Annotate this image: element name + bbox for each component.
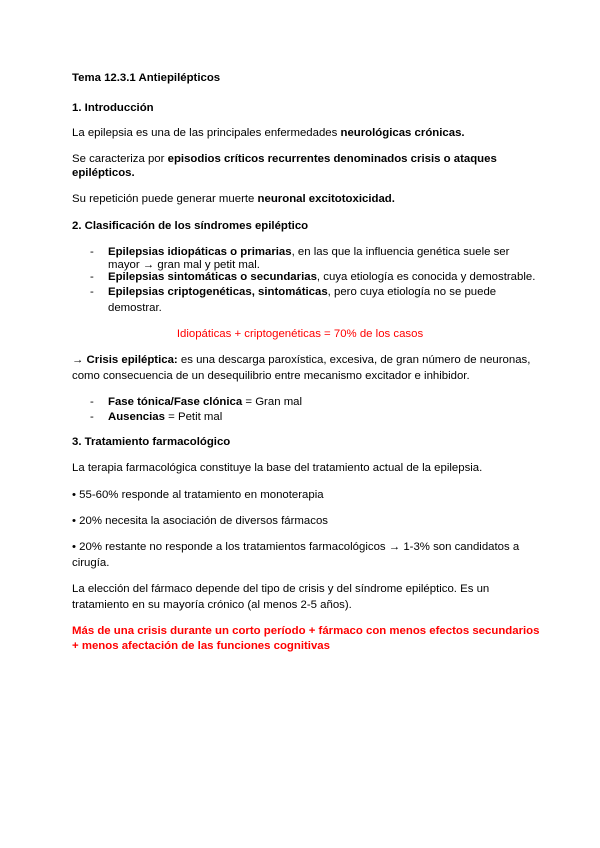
list-bullet: -: [90, 286, 94, 298]
list-bullet: -: [90, 396, 94, 408]
response-bullet-2: • 20% necesita la asociación de diversos fármacos: [72, 515, 328, 527]
intro-paragraph-1: La epilepsia es una de las principales enfermedades neurológicas crónicas.: [72, 127, 465, 139]
crisis-definition: → Crisis epiléptica: es una descarga paroxística, excesiva, de gran número de neuronas,: [72, 354, 531, 366]
doc-title: Tema 12.3.1 Antiepilépticos: [72, 72, 221, 84]
list-item: Fase tónica/Fase clónica = Gran mal: [108, 396, 303, 408]
list-item: Epilepsias idiopáticas o primarias, en las que la influencia genética suele ser: [108, 246, 510, 258]
list-item: Epilepsias criptogenéticas, sintomáticas, pero cuya etiología no se puede: [108, 286, 497, 298]
list-bullet: -: [90, 246, 94, 258]
list-item: Epilepsias sintomáticas o secundarias, cuya etiología es conocida y demostrable.: [108, 271, 536, 283]
therapy-intro: La terapia farmacológica constituye la base del tratamiento actual de la epilepsia.: [72, 462, 483, 474]
list-item-cont: mayor → gran mal y petit mal.: [108, 259, 260, 271]
list-item-cont: demostrar.: [108, 302, 162, 314]
intro-paragraph-3: Su repetición puede generar muerte neuronal excitotoxicidad.: [72, 193, 395, 205]
list-bullet: -: [90, 411, 94, 423]
key-note: Más de una crisis durante un corto período + fármaco con menos efectos secundarios: [72, 625, 540, 637]
intro-paragraph-2-cont: epilépticos.: [72, 167, 135, 179]
drug-choice-paragraph-cont: tratamiento en su mayoría crónico (al menos 2-5 años).: [72, 599, 352, 611]
intro-paragraph-2: Se caracteriza por episodios críticos recurrentes denominados crisis o ataques: [72, 153, 497, 165]
section-3-heading: 3. Tratamiento farmacológico: [72, 436, 231, 448]
highlight-stat: Idiopáticas + criptogenéticas = 70% de los casos: [176, 328, 424, 340]
section-2-heading: 2. Clasificación de los síndromes epiléptico: [72, 220, 309, 232]
key-note-cont: + menos afectación de las funciones cognitivas: [72, 640, 330, 652]
response-bullet-3-cont: cirugía.: [72, 557, 110, 569]
response-bullet-3: • 20% restante no responde a los tratamientos farmacológicos → 1-3% son candidatos a: [72, 541, 520, 553]
response-bullet-1: • 55-60% responde al tratamiento en monoterapia: [72, 489, 324, 501]
section-1-heading: 1. Introducción: [72, 102, 154, 114]
crisis-definition-cont: como consecuencia de un desequilibrio entre mecanismo excitador e inhibidor.: [72, 370, 470, 382]
list-bullet: -: [90, 271, 94, 283]
list-item: Ausencias = Petit mal: [108, 411, 223, 423]
drug-choice-paragraph: La elección del fármaco depende del tipo de crisis y del síndrome epiléptico. Es un: [72, 583, 490, 595]
